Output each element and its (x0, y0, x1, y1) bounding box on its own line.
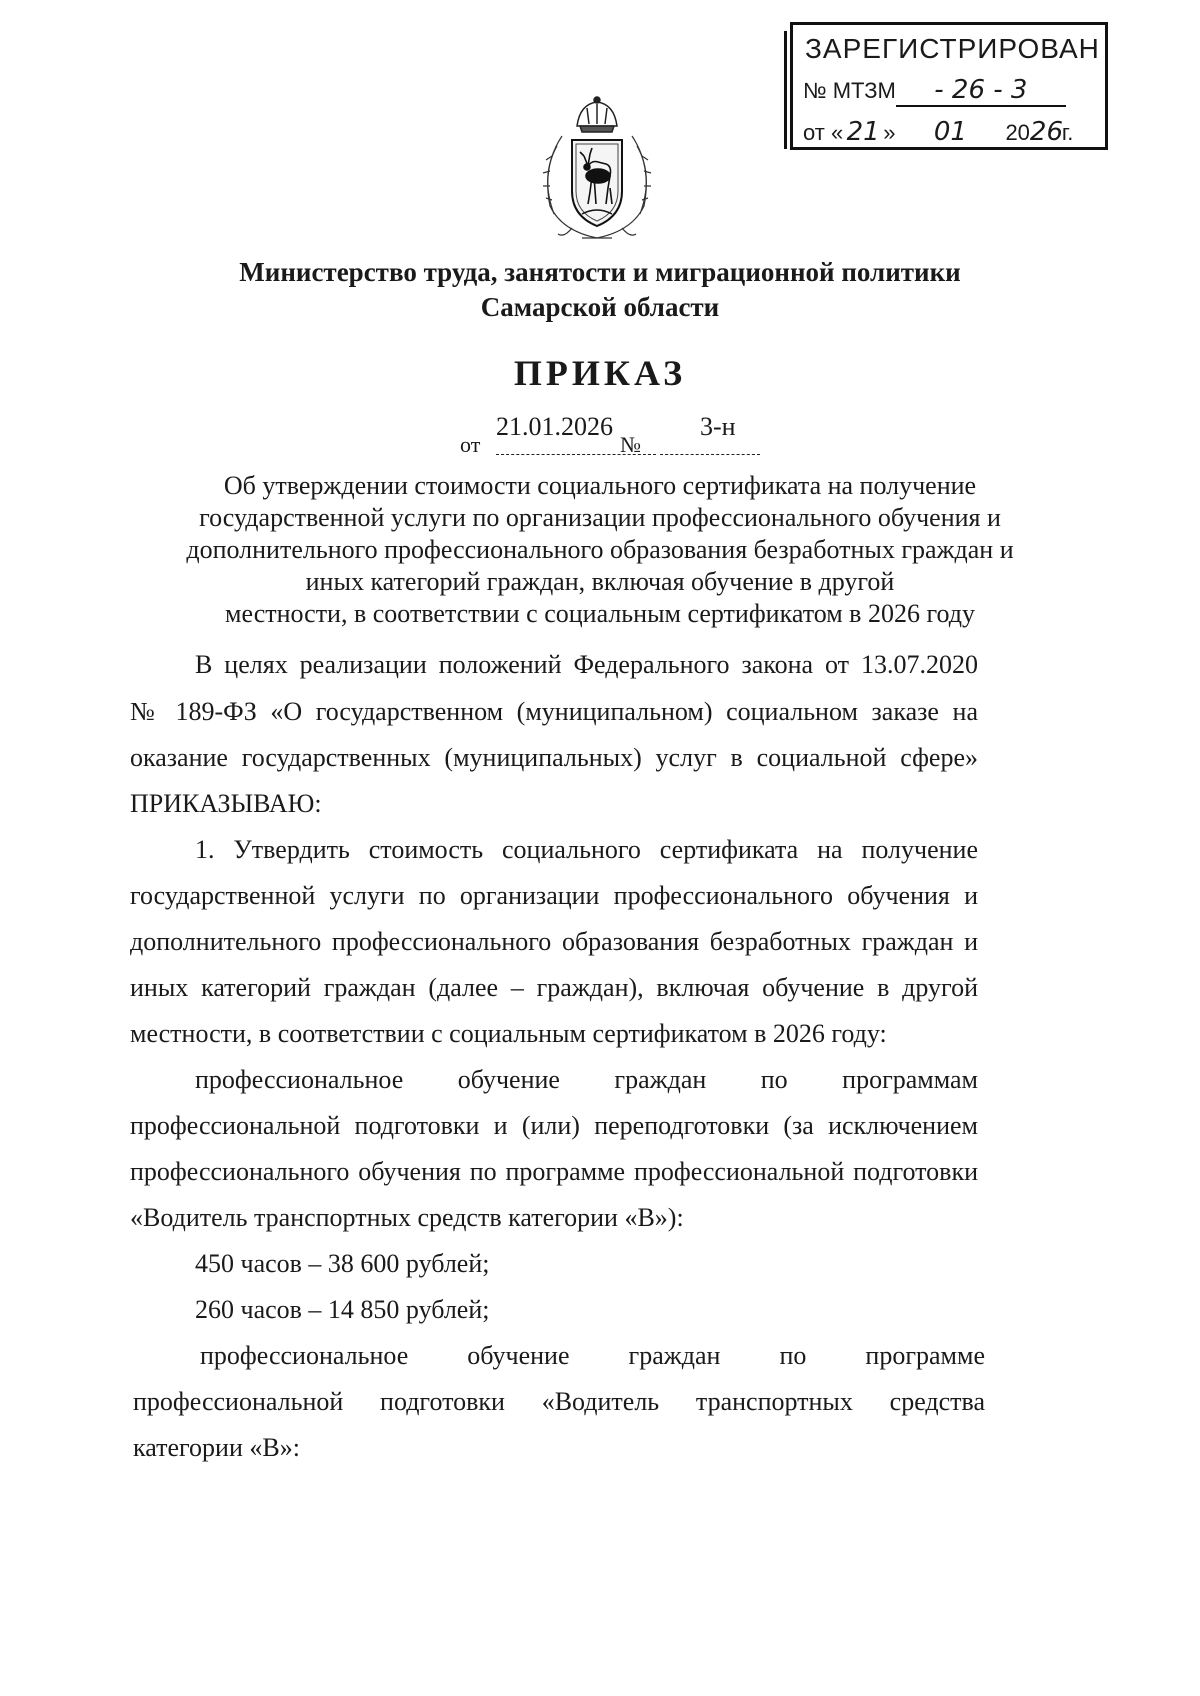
body-line: государственной услуги по организации профессионального обучения и (130, 881, 978, 910)
stamp-year-suffix: г. (1061, 120, 1074, 145)
samara-coat-of-arms-icon (532, 96, 662, 246)
stamp-number-label: № МТЗМ (803, 78, 896, 103)
order-title-line: государственной услуги по организации профессионального обучения и (199, 503, 1001, 532)
body-line: № 189-ФЗ «О государственном (муниципальном) социальном заказе на (130, 697, 978, 726)
organization-name-line1: Министерство труда, занятости и миграционной политики (239, 257, 961, 287)
order-title-line: иных категорий граждан, включая обучение в другой (305, 567, 895, 596)
order-title-line: местности, в соответствии с социальным сертификатом в 2026 году (225, 599, 975, 628)
stamp-year-prefix: 20 (1005, 120, 1030, 145)
body-line: 1. Утвердить стоимость социального сертификата на получение (195, 835, 978, 864)
body-line: категории «В»: (133, 1433, 300, 1462)
body-line: профессиональное обучение граждан по программам (195, 1065, 978, 1094)
registration-stamp (790, 22, 1108, 150)
cost-line: 260 часов – 14 850 рублей; (195, 1295, 490, 1324)
stamp-month-handwritten: 01 (895, 117, 1005, 149)
body-line: местности, в соответствии с социальным сертификатом в 2026 году: (130, 1019, 887, 1048)
order-number: 3-н (700, 412, 736, 441)
body-line: профессиональной подготовки «Водитель транспортных средства (133, 1387, 985, 1416)
stamp-year-handwritten: 26 (1029, 117, 1064, 147)
body-line: дополнительного профессионального образования безработных граждан и (130, 927, 978, 956)
order-title-line: дополнительного профессионального образования безработных граждан и (186, 535, 1014, 564)
body-line-orders: ПРИКАЗЫВАЮ: (130, 789, 322, 818)
cost-line: 450 часов – 38 600 рублей; (195, 1249, 490, 1278)
order-date: 21.01.2026 (496, 412, 613, 441)
organization-name-line2: Самарской области (480, 292, 720, 322)
stamp-number-handwritten: - 26 - 3 (896, 75, 1066, 107)
body-line: иных категорий граждан (далее – граждан), включая обучение в другой (130, 973, 978, 1002)
body-line: профессиональное обучение граждан по программе (200, 1341, 985, 1370)
order-number-label: № (620, 432, 641, 457)
stamp-title: ЗАРЕГИСТРИРОВАН (805, 33, 1100, 64)
order-number-underline (660, 454, 760, 455)
stamp-date-prefix: от « (803, 120, 844, 145)
body-line: В целях реализации положений Федерального закона от 13.07.2020 (195, 650, 978, 679)
body-line: профессионального обучения по программе профессиональной подготовки (130, 1157, 978, 1186)
stamp-day-close: » (883, 120, 896, 145)
stamp-date-row (803, 117, 1073, 149)
stamp-day-handwritten: 21 (843, 117, 883, 149)
body-line: профессиональной подготовки и (или) переподготовки (за исключением (130, 1111, 978, 1140)
order-from-label: от (460, 432, 481, 457)
body-line: оказание государственных (муниципальных) услуг в социальной сфере» (130, 743, 978, 772)
body-line: «Водитель транспортных средств категории «В»): (130, 1203, 684, 1232)
stamp-number-row (803, 75, 1066, 107)
order-title-line: Об утверждении стоимости социального сертификата на получение (223, 471, 977, 500)
document-type-heading: ПРИКАЗ (513, 353, 687, 393)
